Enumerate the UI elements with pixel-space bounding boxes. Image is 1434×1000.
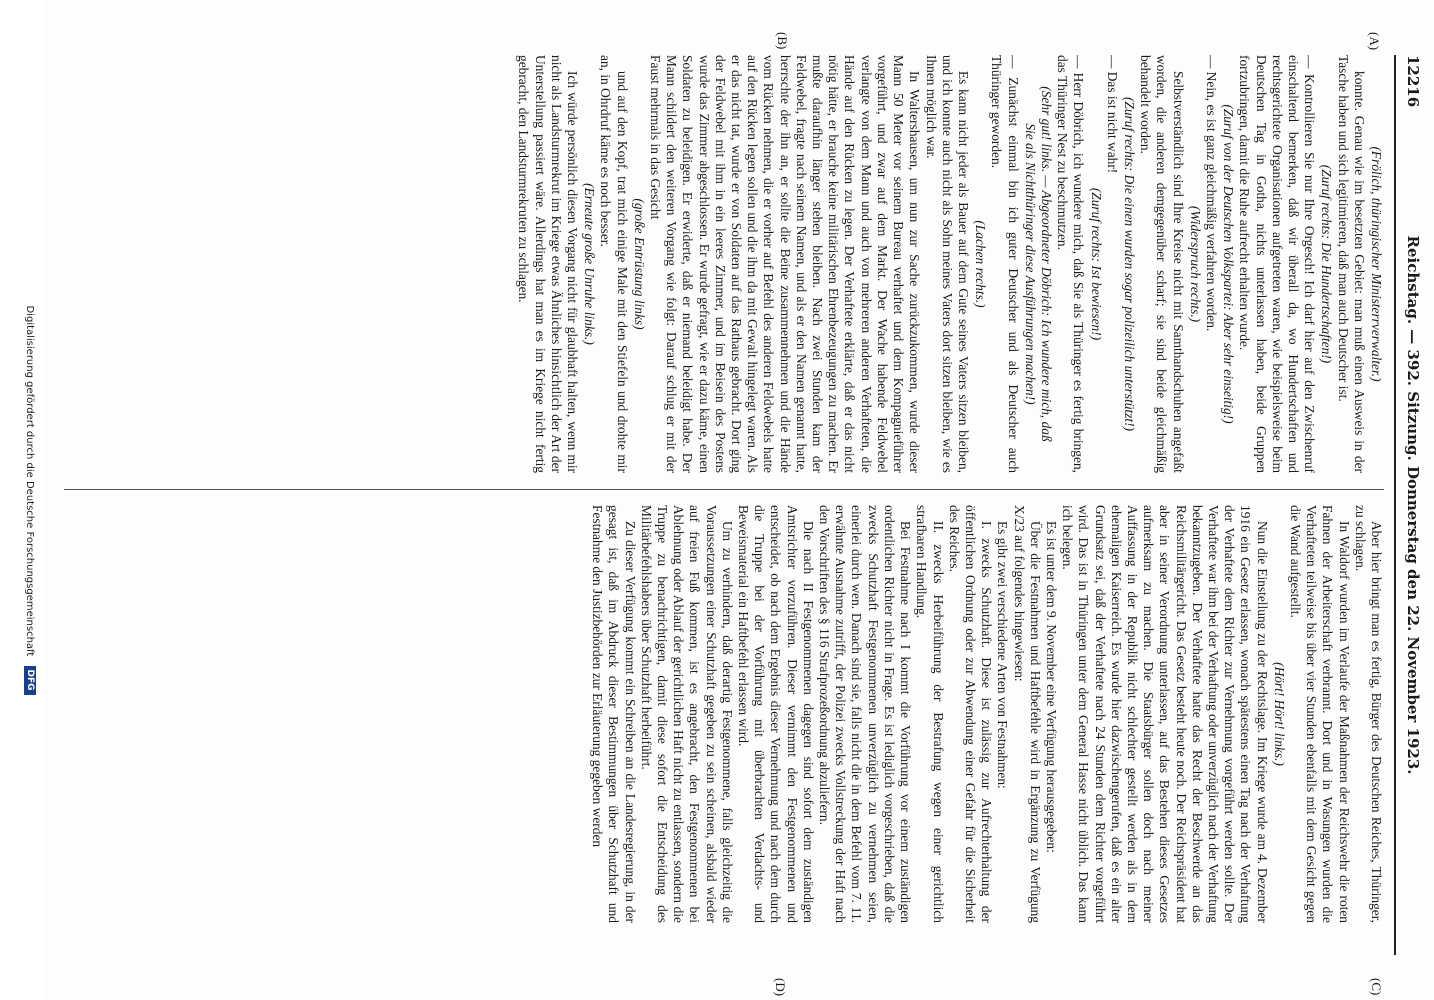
reply-paragraph: — Herr Döbrich, ich wundere mich, daß Sie als Thüringer es fertig bringen, das Thüringer Nest zu beschmutzen. [1055,55,1087,473]
page-header [1394,55,1426,955]
paragraph: Die nach II Festgenommenen dagegen sind sofort dem zuständigen Amtsrichter vorzuführen. Dieser vernimmt den Festgenommenen und entscheidet, ob nach dem Ergebnis dieser Vernehmung und nach dem durch die Truppe bei der Vorführung mit überbrachten Verdachts- und Beweismaterial ein Haftbefehl erlassen wird. [736,505,816,923]
interjection: (Lachen rechts.) [973,220,989,308]
running-title: Reichstag. — 392. Sitzung. Donnerstag den 22. November 1923. [1404,235,1422,775]
interjection: (Widerspruch rechts.) [1187,205,1203,323]
paragraph: Es ist unter dem 9. November eine Verfügung herausgegeben: [1043,521,1059,853]
paragraph: konnte. Genau wie im besetzten Gebiet: man muß einen Ausweis in der Tasche haben und sich legitimieren, daß man auch Deutscher ist. [1335,55,1367,473]
interjection: (Erneute große Unruhe links.) [582,183,598,345]
margin-mark-c: (C) [1369,978,1384,996]
paragraph: Es gibt zwei verschiedene Arten von Festnahmen: [995,521,1011,789]
interjection: (große Entrüstung links) [631,198,647,330]
left-text-column [64,55,1384,473]
paragraph: Über die Festnahmen und Haftbefehle wird in Ergänzung zu Verfügung X/23 auf folgendes hingewiesen: [1011,505,1043,923]
reply-paragraph: — Das ist nicht wahr! [1104,55,1120,174]
reply-paragraph: — Kontrollieren Sie nur Ihre Orgesch! Ich darf hier auf den Zwischenruf einschaltend bemerken, daß wir überall da, wo Hundertschaften und rechtsgerichtete Organisationen aufgetreten waren, wie beispielsweise beim Deutschen Tag in Gotha, nichts unterlassen haben, beide Gruppen fortzubringen, damit die Ruhe aufrecht erhalten wurde. [1237,55,1318,473]
reply-paragraph: — Nein, es ist ganz gleichmäßig verfahren worden. [1203,55,1219,332]
paragraph: Es kann nicht jeder als Bauer auf dem Gute seines Vaters sitzen bleiben, und ich konnte auch nicht als Sohn meines Vaters dort sitzen bleiben, wie es Ihnen möglich war. [923,55,971,473]
paragraph: In Waldorf wurden im Verlaufe der Maßnahmen der Reichswehr die roten Fahnen der Arbeiterschaft verbrannt. Dort und in Wasungen wurden die Verhafteten teilweise bis über vier Stunden ebenfalls mit dem Gesicht gegen die Wand aufgestellt. [1287,505,1352,923]
paragraph: Nun die Einstellung zu der Rechtslage. Im Kriege wurde am 4. Dezember 1916 ein Gesetz erlassen, wonach spätestens einen Tag nach der Verhaftung der Verhaftete dem Richter zur Vernehmung vorgeführt werden sollte. Der Verhaftete war ihm bei der Verhaftung oder unverzüglich nach der Verhaftung bekanntzugeben. Der Verhaftete hatte das Recht der Beschwerde an das Reichsmilitärgericht. Das Gesetz besteht heute noch. Der Reichspräsident hat aber in seiner Verordnung unterlassen, auf das Bestehen dieses Gesetzes aufmerksam zu machen. Die Staatsbürger sollen doch nach meiner Auffassung in der Republik nicht schlechter gestellt werden als in dem ehemaligen Kaiserreich. Es wurde hier dazwischengerufen, daß es ein alter Grundsatz sei, daß der Verhaftete nach 24 Stunden dem Richter vorgeführt wird. Das ist in Thüringen unter dem General Hasse nicht üblich. Das kann ich belegen. [1060,505,1270,923]
interjection: (Zuruf rechts: Die Hundertschaften!) [1319,164,1335,364]
dfg-logo: DFG [24,666,36,695]
digitization-footer [0,0,44,1000]
page-number: 12216 [1404,55,1422,108]
margin-mark-d: (D) [773,978,788,997]
paragraph: I. zwecks Schutzhaft. Diese ist zulässig zur Aufrechterhaltung der öffentlichen Ordnung oder zur Abwendung einer Gefahr für die Sicherheit des Reiches. [946,505,995,923]
margin-mark-b: (B) [775,32,790,50]
interjection: (Frölich, thüringischer Ministerrverwalter.) [1369,146,1384,382]
paragraph: und auf den Kopf, trat mich einige Male mit den Stiefeln und drohte mir an, in Ohrdruf käme es noch besser. [598,55,630,473]
right-text-column [64,505,1384,923]
interjection: (Hört! Hört! links.) [1271,662,1287,766]
interjection: (Sehr gut! links. — Abgeordneter Döbrich: Ich wundere mich, daß Sie als Nichtthüringer diese Ausführungen machen!) [1022,86,1054,442]
paragraph: In Waltershausen, um nun zur Sache zurückzukommen, wurde dieser Mann 50 Meter vor seinem Bureau verhaftet und dem Kompagnieführer vorgeführt, und zwar auf dem Markt. Der Wache habende Feldwebel verlangte von dem Mann und auch von mehreren anderen Verhafteten, die Hände auf den Rücken zu legen. Der Verhaftete erklärte, daß er das nicht nötig hätte, er brauche keine militärischen Ehrenbezeugungen zu machen. Er mußte daraufhin länger stehen bleiben. Nach zwei Stunden kam der Feldwebel, fragte nach seinem Namen, und als er den Namen genannt hatte, herrschte der ihn an, er sollte die Beine zusammennehmen und die Hände vom Rücken nehmen, die er vorher auf Befehl des anderen Feldwebels hatte auf den Rücken legen sollen und die ihm da mit Gewalt hingelegt waren. Als er das nicht tat, wurde er von Soldaten auf das Rathaus gebracht. Dort ging der Feldwebel mit ihm in ein leeres Zimmer, und im Beisein des Postens wurde das Zimmer abgeschlossen. Er wurde gefragt, wie er dazu käme, einen Soldaten zu beleidigen. Er erwiderte, daß er niemand beleidigt habe. Der Mann schildert den weiteren Vorgang wie folgt: Darauf schlug er mit der Faust mehrmals in das Gesicht [648,55,923,473]
column-divider [64,489,1384,490]
paragraph: Um zu verhindern, daß derartig Festgenommene, falls gleichzeitig die Voraussetzungen einer Schutzhaft gegeben zu sein scheinen, alsbald wieder auf freien Fuß kommen, ist es angebracht, den Festgenommenen bei Ablehnung oder Ablauf der gerichtlichen Haft nicht zu entlassen, sondern die Truppe zu benachrichtigen, damit diese sofort die Entscheidung des Militärbefehlshabers über Schutzhaft herbeiführt. [638,505,735,923]
paragraph: II. zwecks Herbeiführung der Bestrafung wegen einer gerichtlich strafbaren Handlung. [914,505,946,923]
paragraph: Ich würde persönlich diesen Vorgang nicht für glaubhaft halten, wenn mir nicht als Landsturmrekrut im Kriege etwas Ähnliches hinsichtlich der Art der Unterstellung passiert wäre. Allerdings hat man es im Kriege nicht fertig gebracht, den Landsturmrekruten zu schlagen. [516,55,581,473]
reply-paragraph: — Zunächst einmal bin ich guter Deutscher und als Deutscher auch Thüringer geworden. [989,55,1021,473]
scanned-page [44,0,1434,1000]
paragraph: Aber hier bringt man es fertig, Bürger des Deutschen Reiches, Thüringer, zu schlagen. [1352,505,1384,923]
paragraph: Bei Festnahme nach I kommt die Vorführung vor einem zuständigen ordentlichen Richter nicht in Frage. Es ist lediglich vorgeschrieben, daß die zwecks Schutzhaft Festgenommenen unverzüglich zu vernehmen seien, einerlei durch wen. Danach sind sie, falls nicht die in dem Befehl vom 7. 11. erwähnte Ausnahme zutrifft, der Polizei zwecks Vollstreckung der Haft nach den Vorschriften des § 116 Strafprozeßordnung abzuliefern. [817,505,914,923]
interjection: (Zuruf rechts: Ist bewiesen!) [1088,187,1104,341]
paragraph: Selbstverständlich sind Ihre Kreise nicht mit Samthandschuhen angefaßt worden, die anderen demgegenüber scharf; sie sind beide gleichmäßig behandelt worden. [1138,55,1186,473]
interjection: (Zuruf von der Deutschen Volkspartei: Aber sehr einseitig!) [1221,104,1237,424]
digitization-note: Digitalisierung gefördert durch die Deutsche Forschungsgemeinschaft [24,305,35,657]
margin-mark-a: (A) [1367,32,1382,51]
paragraph: Zu dieser Verfügung kommt ein Schreiben an die Landesregierung, in der gesagt ist, daß im Abdruck dieser Bestimmungen über Schutzhaft und Festnahme den Justizbehörden zur Erläuterung gegeben werden [590,505,638,923]
interjection: (Zuruf rechts: Die einen wurden sogar polizeilich unterstützt!) [1121,96,1137,432]
